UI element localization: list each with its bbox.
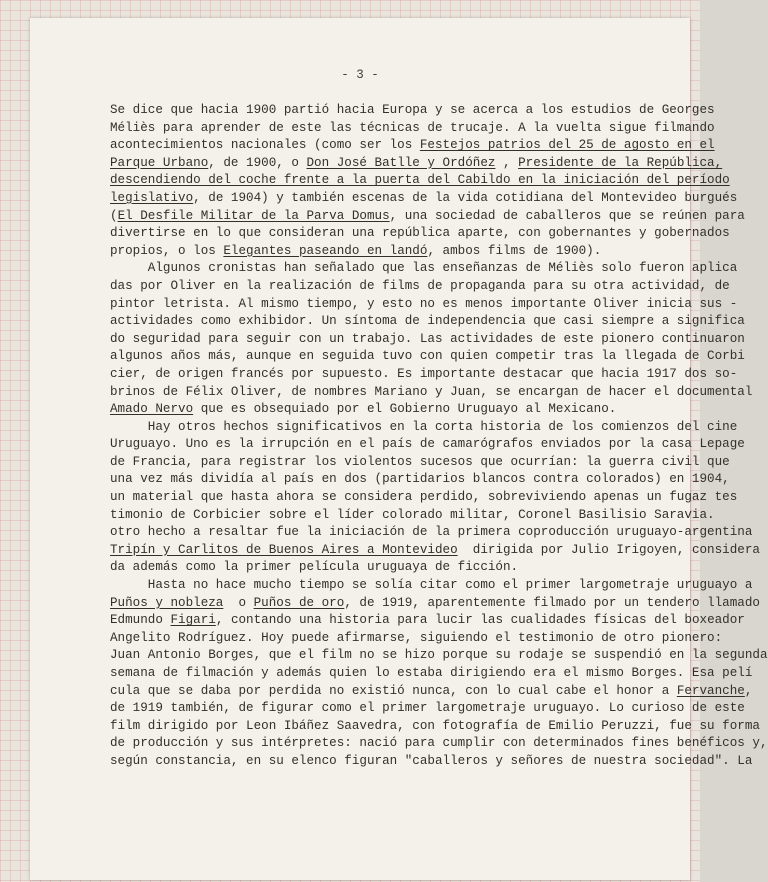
text-segment: una vez más dividía al país en dos (partidarios blancos contra colorados) en 1904,	[110, 472, 730, 487]
text-segment: actividades como exhibidor. Un síntoma de independencia que casi siempre a significa	[110, 314, 745, 329]
text-segment: Angelito Rodríguez. Hoy puede afirmarse, siguiendo el testimonio de otro pionero:	[110, 630, 723, 645]
text-line	[110, 155, 723, 173]
text-line	[110, 700, 745, 718]
text-segment: , de 1900, o	[208, 155, 307, 170]
text-line	[110, 296, 738, 314]
underlined-title: Puños de oro	[253, 595, 345, 610]
text-segment: , de 1919, aparentemente filmado por un tendero llamado	[344, 595, 760, 610]
text-line	[110, 577, 753, 595]
underlined-title: Parque Urbano	[110, 155, 209, 170]
text-segment: da además como la primer película uruguaya de ficción.	[110, 560, 519, 575]
text-segment: Hasta no hace mucho tiempo se solía citar como el primer largometraje uruguayo a	[110, 578, 753, 593]
underlined-title: Don José Batlle y Ordóñez	[306, 155, 496, 170]
text-line	[110, 208, 745, 226]
text-line	[110, 595, 760, 613]
underlined-title: Fervanche	[676, 683, 745, 698]
text-segment: de producción y sus intérpretes: nació para cumplir con determinados fines benéficos y,	[110, 736, 768, 751]
page-number: - 3 -	[341, 68, 379, 82]
text-line	[110, 665, 753, 683]
text-line	[110, 172, 730, 190]
text-segment: pintor letrista. Al mismo tiempo, y esto no es menos importante Oliver inicia sus -	[110, 296, 738, 311]
underlined-title: El Desfile Militar de la Parva Domus	[117, 208, 390, 223]
text-line	[110, 489, 738, 507]
text-segment: de 1919 también, de figurar como el primer largometraje uruguayo. Lo curioso de este	[110, 701, 745, 716]
text-segment: Juan Antonio Borges, que el film no se hizo porque su rodaje se suspendió en la segunda	[110, 648, 768, 663]
text-line	[110, 559, 670, 577]
text-line	[110, 102, 715, 120]
underlined-title: descendiendo del coche frente a la puerta del Cabildo en la iniciación del período	[110, 173, 730, 188]
text-line	[110, 190, 738, 208]
text-line	[110, 278, 730, 296]
text-segment: (	[110, 208, 118, 223]
typewritten-page	[30, 18, 768, 880]
text-segment: semana de filmación y además quien lo estaba dirigiendo era el mismo Borges. Esa pelí	[110, 666, 753, 680]
text-line	[110, 471, 730, 489]
text-line	[110, 454, 730, 472]
text-segment: do seguridad para seguir con un trabajo. Las actividades de este pionero continuaron	[110, 331, 745, 346]
text-segment: das por Oliver en la realización de films de propaganda para su otra actividad, de	[110, 278, 730, 293]
text-line	[110, 137, 715, 155]
text-segment: divertirse en lo que consideran una república aparte, con gobernantes y gobernados	[110, 226, 730, 241]
text-segment: Se dice que hacia 1900 partió hacia Europa y se acerca a los estudios de Georges	[110, 103, 715, 117]
text-segment: brinos de Félix Oliver, de nombres Mariano y Juan, se encargan de hacer el documental	[110, 384, 753, 399]
text-segment: algunos años más, aunque en seguida tuvo con quien competir tras la llegada de Corbi	[110, 349, 745, 364]
underlined-title: Puños y nobleza	[110, 595, 224, 610]
text-line	[110, 612, 745, 630]
text-line	[110, 683, 753, 701]
text-line	[110, 225, 730, 243]
text-segment: dirigida por Julio Irigoyen, considera	[457, 542, 760, 557]
text-segment: o	[223, 595, 254, 610]
text-segment: , ambos films de 1900).	[427, 243, 602, 258]
text-line	[110, 401, 670, 419]
text-segment: ,	[495, 155, 519, 170]
text-line	[110, 313, 745, 331]
underlined-title: Amado Nervo	[110, 402, 194, 417]
text-segment: de Francia, para registrar los violentos sucesos que ocurrían: la guerra civil que	[110, 454, 730, 469]
text-line	[110, 524, 753, 542]
text-segment: según constancia, en su elenco figuran "caballeros y señores de nuestra sociedad". La	[110, 753, 753, 768]
text-line	[110, 753, 753, 771]
underlined-title: Tripín y Carlitos de Buenos Aires a Montevideo	[110, 542, 458, 557]
text-segment: timonio de Corbicier sobre el líder colorado militar, Coronel Basilisio Saravia.	[110, 507, 715, 522]
text-line	[110, 436, 745, 454]
text-segment: Algunos cronistas han señalado que las enseñanzas de Méliès solo fueron aplica	[110, 261, 738, 276]
text-segment: propios, o los	[110, 243, 224, 258]
text-segment: un material que hasta ahora se considera perdido, sobreviviendo apenas un fugaz tes	[110, 490, 738, 505]
text-segment: Hay otros hechos significativos en la corta historia de los comienzos del cine	[110, 419, 738, 434]
underlined-title: Elegantes paseando en landó	[223, 243, 428, 258]
text-segment: film dirigido por Leon Ibáñez Saavedra, con fotografía de Emilio Peruzzi, fue su forma	[110, 718, 760, 733]
text-segment: Méliès para aprender de este las técnicas de trucaje. A la vuelta sigue filmando	[110, 120, 715, 135]
body-text	[110, 102, 768, 771]
text-segment: cula que se daba por perdida no existió nunca, con lo cual cabe el honor a	[110, 683, 677, 698]
text-line	[110, 243, 670, 261]
underlined-title: legislativo	[110, 190, 194, 205]
text-line	[110, 419, 738, 437]
text-line	[110, 735, 768, 753]
text-segment: cier, de origen francés por supuesto. Es importante destacar que hacia 1917 dos so-	[110, 366, 738, 381]
text-segment: Edmundo	[110, 613, 171, 628]
text-line	[110, 348, 745, 366]
text-line	[110, 331, 745, 349]
underlined-title: Festejos patrios del 25 de agosto en el	[419, 138, 715, 153]
text-segment: otro hecho a resaltar fue la iniciación de la primera coproducción uruguayo-argentina	[110, 525, 753, 540]
text-segment: acontecimientos nacionales (como ser los	[110, 138, 420, 153]
text-segment: , de 1904) y también escenas de la vida cotidiana del Montevideo burgués	[193, 190, 738, 205]
text-line	[110, 542, 760, 560]
text-line	[110, 120, 715, 138]
text-line	[110, 507, 715, 525]
text-line	[110, 647, 768, 665]
text-segment: que es obsequiado por el Gobierno Uruguayo al Mexicano.	[193, 402, 617, 417]
text-line	[110, 366, 738, 384]
text-segment: ,	[744, 683, 753, 698]
text-line	[110, 630, 723, 648]
text-line	[110, 260, 738, 278]
text-line	[110, 718, 760, 736]
underlined-title: Figari	[170, 613, 216, 628]
text-segment: , contando una historia para lucir las cualidades físicas del boxeador	[215, 613, 745, 628]
text-line	[110, 384, 753, 402]
text-segment: Uruguayo. Uno es la irrupción en el país de camarógrafos enviados por la casa Lepage	[110, 437, 745, 452]
underlined-title: Presidente de la República,	[518, 155, 723, 170]
text-segment: , una sociedad de caballeros que se reúnen para	[389, 208, 745, 223]
